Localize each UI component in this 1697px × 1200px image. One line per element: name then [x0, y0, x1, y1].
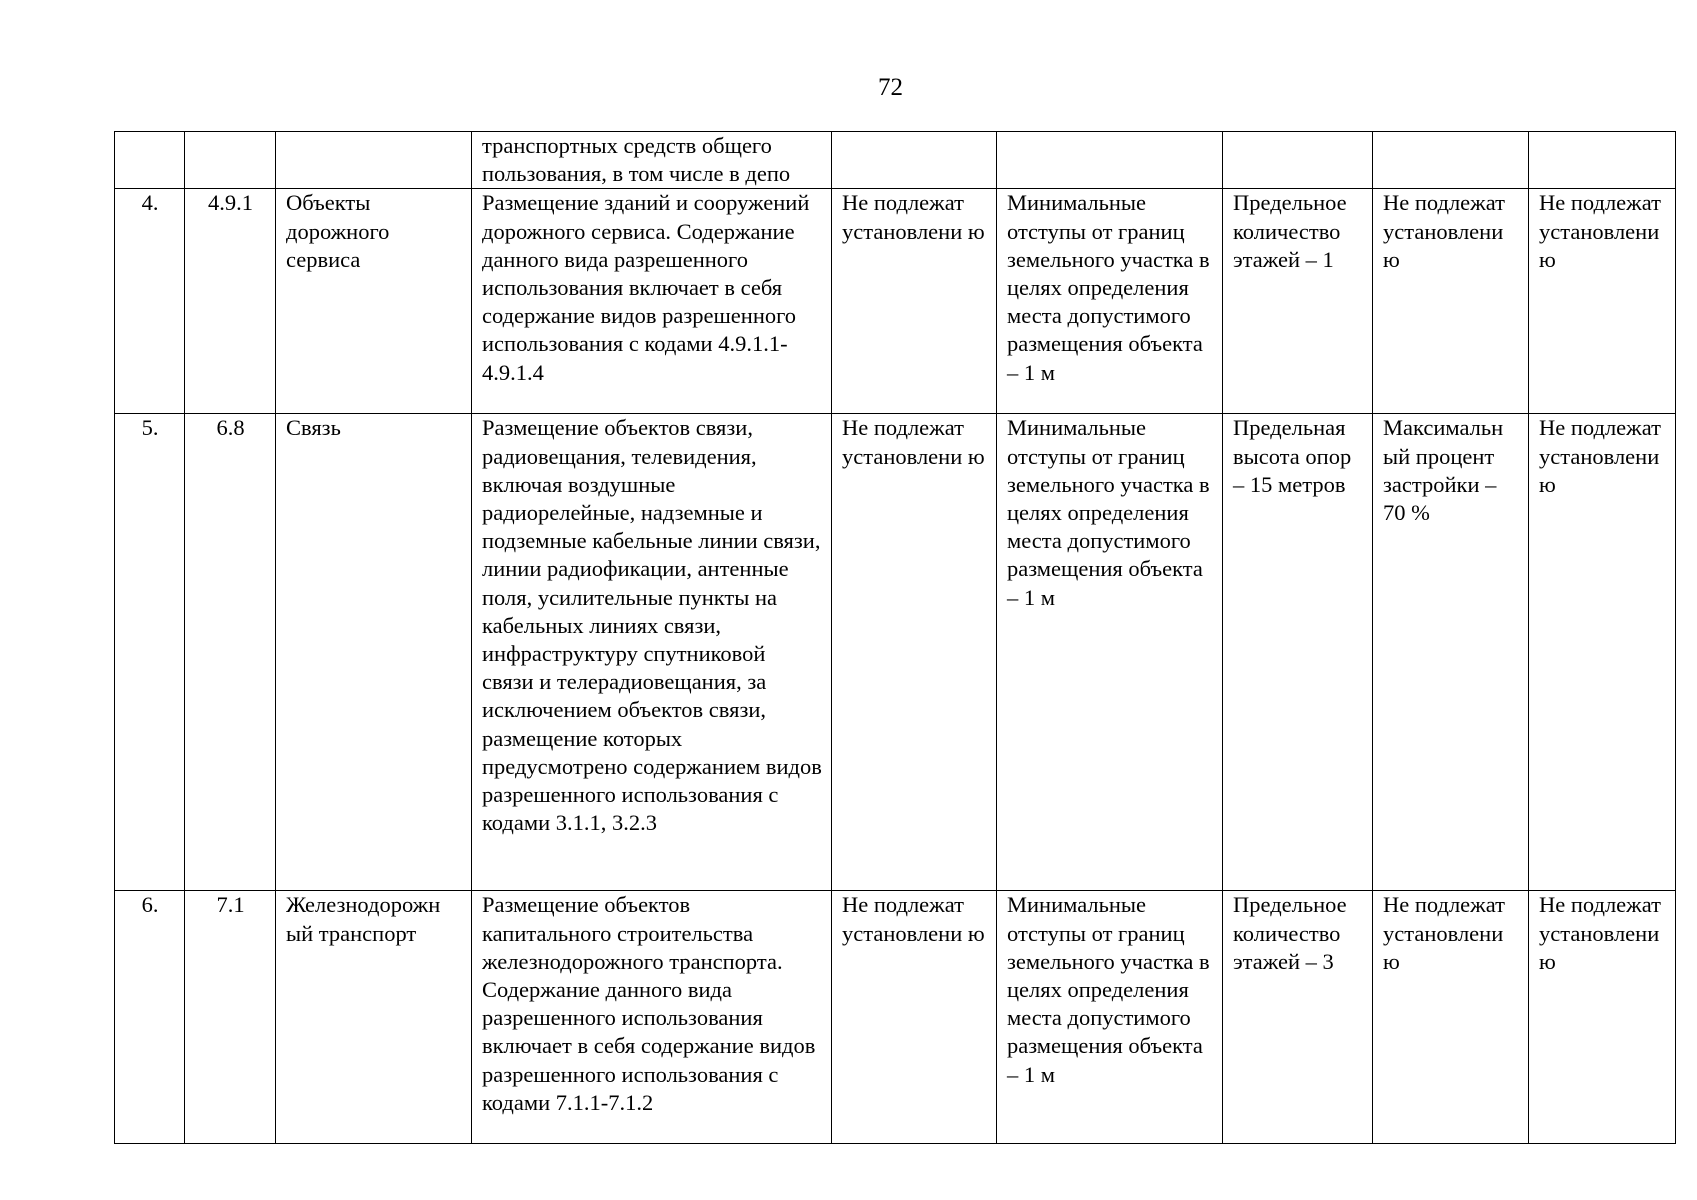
page-number: 72: [878, 74, 903, 101]
row-number: 6.: [115, 891, 185, 1144]
cell-col6: Минимальные отступы от границ земельного участка в целях определения места допустимого размещения объекта – 1 м: [997, 891, 1223, 1144]
use-name: [276, 132, 472, 189]
cell-col8: [1373, 132, 1529, 189]
cell-col9: Не подлежат установлени ю: [1529, 414, 1676, 891]
cell-col5: Не подлежат установлени ю: [832, 414, 997, 891]
use-description: Размещение объектов связи, радиовещания, телевидения, включая воздушные радиорелейные, надземные и подземные кабельные линии связи, линии радиофикации, антенные поля, усилительные пункты на кабельных линиях связи, инфраструктуру спутниковой связи и телерадиовещания, за исключением объектов связи, размещение которых предусмотрено содержанием видов разрешенного использования с кодами 3.1.1, 3.2.3: [472, 414, 832, 891]
use-description: транспортных средств общего пользования, в том числе в депо: [472, 132, 832, 189]
cell-col7: Предельное количество этажей – 3: [1223, 891, 1373, 1144]
row-number: 5.: [115, 414, 185, 891]
table-row: [115, 189, 1676, 414]
table-row: [115, 132, 1676, 189]
table-row: [115, 414, 1676, 891]
cell-col7: Предельное количество этажей – 1: [1223, 189, 1373, 414]
cell-col9: Не подлежат установлени ю: [1529, 189, 1676, 414]
cell-col6: Минимальные отступы от границ земельного участка в целях определения места допустимого размещения объекта – 1 м: [997, 189, 1223, 414]
row-number: 4.: [115, 189, 185, 414]
cell-col7: [1223, 132, 1373, 189]
use-description: Размещение зданий и сооружений дорожного сервиса. Содержание данного вида разрешенного использования включает в себя содержание видов разрешенного использования с кодами 4.9.1.1-4.9.1.4: [472, 189, 832, 414]
cell-col8: Максимальн ый процент застройки – 70 %: [1373, 414, 1529, 891]
table-row: [115, 891, 1676, 1144]
cell-col5: [832, 132, 997, 189]
use-name: Объекты дорожного сервиса: [276, 189, 472, 414]
row-number: [115, 132, 185, 189]
cell-col9: [1529, 132, 1676, 189]
cell-col7: Предельная высота опор – 15 метров: [1223, 414, 1373, 891]
use-code: 6.8: [185, 414, 276, 891]
cell-col9: Не подлежат установлени ю: [1529, 891, 1676, 1144]
cell-col8: Не подлежат установлени ю: [1373, 891, 1529, 1144]
use-code: 7.1: [185, 891, 276, 1144]
use-description: Размещение объектов капитального строительства железнодорожного транспорта. Содержание данного вида разрешенного использования включает в себя содержание видов разрешенного использования с кодами 7.1.1-7.1.2: [472, 891, 832, 1144]
use-name: Связь: [276, 414, 472, 891]
cell-col5: Не подлежат установлени ю: [832, 891, 997, 1144]
zoning-table: [114, 131, 1676, 1144]
cell-col8: Не подлежат установлени ю: [1373, 189, 1529, 414]
cell-col5: Не подлежат установлени ю: [832, 189, 997, 414]
use-code: [185, 132, 276, 189]
cell-col6: [997, 132, 1223, 189]
use-name: Железнодорожн ый транспорт: [276, 891, 472, 1144]
cell-col6: Минимальные отступы от границ земельного участка в целях определения места допустимого размещения объекта – 1 м: [997, 414, 1223, 891]
use-code: 4.9.1: [185, 189, 276, 414]
